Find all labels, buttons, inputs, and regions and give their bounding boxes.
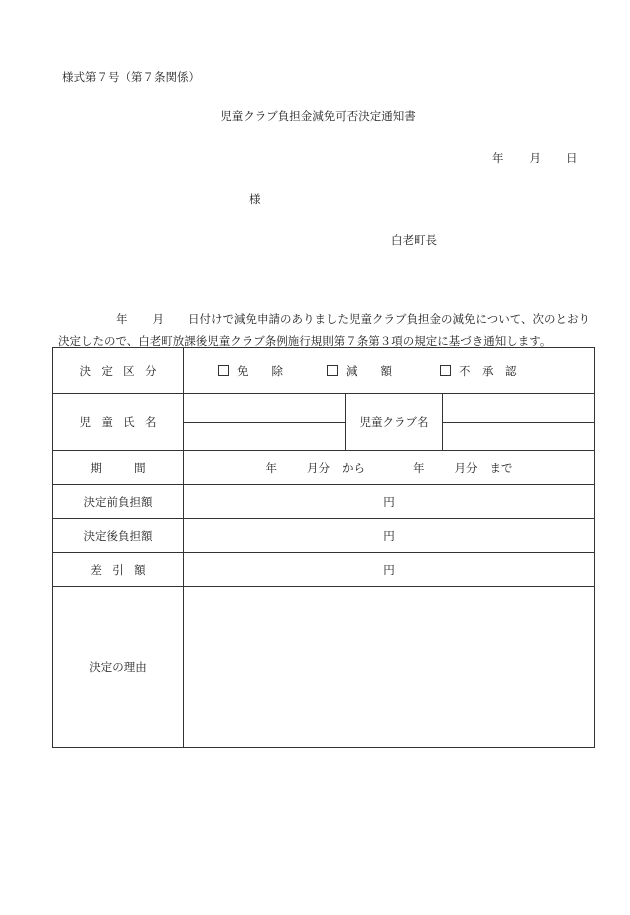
before-amount-label: 決定前負担額 [53, 485, 184, 519]
child-name-label: 児童氏名 [53, 394, 184, 451]
club-name-label: 児童クラブ名 [346, 394, 443, 451]
decision-options [184, 348, 595, 394]
body-month-label: 月 [152, 312, 164, 326]
period-to: まで [489, 460, 513, 475]
period-from: から [342, 460, 366, 475]
option-exempt-label: 免 除 [237, 363, 283, 378]
yen-unit: 円 [383, 528, 395, 543]
before-amount-field[interactable] [184, 485, 595, 519]
period-field[interactable] [184, 451, 595, 485]
period-start-month: 月分 [307, 460, 331, 475]
addressee-suffix: 様 [249, 192, 261, 206]
yen-unit: 円 [383, 494, 395, 509]
body-text: 日付けで減免申請のありました児童クラブ負担金の減免について、次のとおり決定したので、白老町放課後児童クラブ条例施行規則第７条第３項の規定に基づき通知します。 [58, 312, 591, 348]
child-name-field-1[interactable] [184, 394, 346, 423]
option-exempt[interactable] [218, 363, 283, 379]
reason-field[interactable] [184, 587, 595, 748]
notice-body [58, 308, 598, 352]
reason-label: 決定の理由 [53, 587, 184, 748]
date-day-label: 日 [566, 151, 578, 165]
club-name-field-1[interactable] [443, 394, 595, 423]
checkbox-icon[interactable] [218, 365, 229, 376]
decision-table [52, 347, 595, 748]
form-number: 様式第７号（第７条関係） [62, 70, 200, 84]
period-end-month: 月分 [454, 460, 478, 475]
option-reject[interactable] [440, 363, 517, 379]
date-month-label: 月 [529, 151, 541, 165]
after-amount-label: 決定後負担額 [53, 519, 184, 553]
yen-unit: 円 [383, 562, 395, 577]
document-title: 児童クラブ負担金減免可否決定通知書 [220, 109, 416, 123]
date-line [492, 150, 578, 166]
option-reject-label: 不 承 認 [459, 363, 517, 378]
difference-label: 差引額 [53, 553, 184, 587]
issuer-name: 白老町長 [391, 233, 437, 247]
decision-category-label: 決定区分 [53, 348, 184, 394]
period-end-year: 年 [413, 460, 425, 475]
period-start-year: 年 [265, 460, 278, 475]
club-name-field-2[interactable] [443, 423, 595, 451]
option-reduce[interactable] [327, 363, 392, 379]
difference-field[interactable] [184, 553, 595, 587]
option-reduce-label: 減 額 [346, 363, 392, 378]
child-name-field-2[interactable] [184, 423, 346, 451]
checkbox-icon[interactable] [440, 365, 451, 376]
body-year-label: 年 [116, 312, 128, 326]
period-label: 期間 [53, 451, 184, 485]
after-amount-field[interactable] [184, 519, 595, 553]
date-year-label: 年 [492, 151, 504, 165]
checkbox-icon[interactable] [327, 365, 338, 376]
